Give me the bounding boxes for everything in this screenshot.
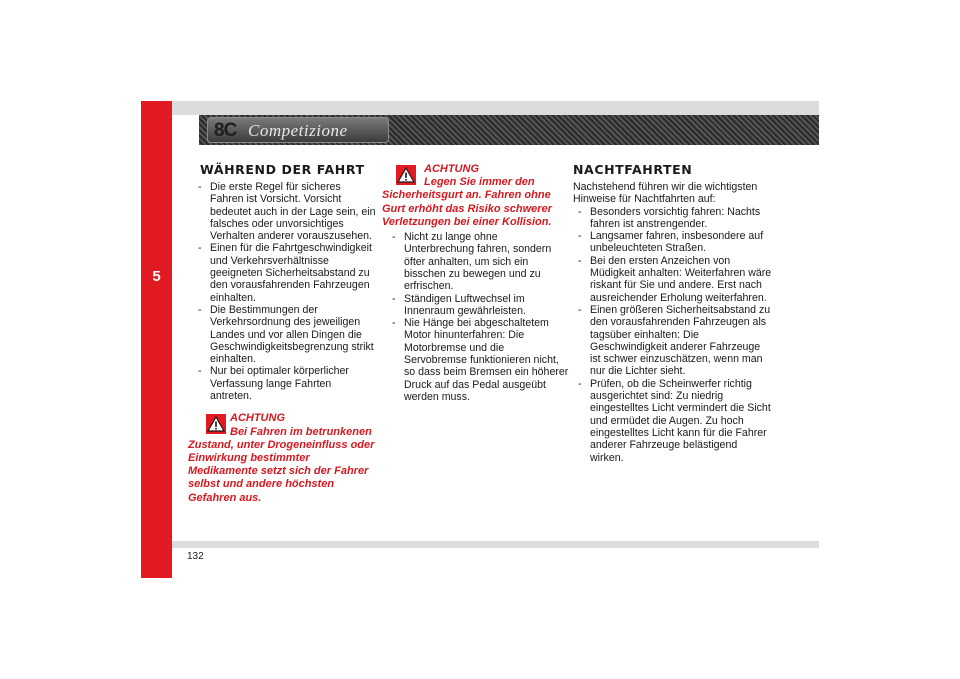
- header-banner: [199, 115, 819, 145]
- column-2: [382, 163, 570, 403]
- footer-bar: [172, 541, 819, 548]
- warning-triangle-icon: [396, 165, 416, 185]
- brand-logo: [207, 117, 389, 143]
- list-item: - Einen für die Fahrtgeschwindigkeit und Verkehrsverhältnisse geeigneten Sicherheitsabstand zu den vorausfahrenden Fahrzeugen einhalten.: [188, 242, 376, 303]
- warning-lead: Bei Fahren im betrunkenen: [230, 425, 372, 438]
- list-item: - Einen größeren Sicherheitsabstand zu den vorausfahrenden Fahrzeugen als tagsüber einhalten: Die Geschwindigkeit anderer Fahrzeuge ist schwer einzuschätzen, wenn man nur die Lichter sieht.: [573, 304, 773, 378]
- chapter-tab: [141, 101, 172, 578]
- intro-text: Nachstehend führen wir die wichtigsten Hinweise für Nachtfahrten auf:: [573, 181, 758, 206]
- page-number: 132: [187, 551, 204, 562]
- column-3: [573, 163, 773, 464]
- header-bar: [172, 101, 819, 115]
- warning-box: [188, 412, 376, 504]
- list-item: - Die Bestimmungen der Verkehrsordnung des jeweiligen Landes und vor allen Dingen die Geschwindigkeitsbegrenzung strikt einhalten.: [188, 304, 376, 365]
- warning-title: ACHTUNG: [424, 163, 479, 175]
- bullet-list: [188, 181, 376, 402]
- bullet-list: [573, 206, 773, 464]
- list-item: - Bei den ersten Anzeichen von Müdigkeit anhalten: Weiterfahren wäre riskant für Sie und andere. Erst nach ausreichender Erholung weiterfahren.: [573, 255, 773, 304]
- warning-text: Sicherheitsgurt an. Fahren ohne Gurt erhöht das Risiko schwerer Verletzungen bei einer Kollision.: [382, 189, 552, 228]
- list-item: - Langsamer fahren, insbesondere auf unbeleuchteten Straßen.: [573, 230, 773, 255]
- list-item: - Besonders vorsichtig fahren: Nachts fahren ist anstrengender.: [573, 206, 773, 231]
- warning-box: [382, 163, 570, 229]
- warning-triangle-icon: [206, 414, 226, 434]
- list-item: - Prüfen, ob die Scheinwerfer richtig ausgerichtet sind: Zu niedrig eingestelltes Licht vermindert die Sicht und ermüdet die Augen. Zu hoch eingestelltes Licht kann für die Fahrer anderer Fahrzeuge belästigend wirken.: [573, 378, 773, 464]
- logo-mark: 8C: [214, 120, 237, 141]
- list-item: - Nur bei optimaler körperlicher Verfassung lange Fahrten antreten.: [188, 365, 376, 402]
- warning-text: Zustand, unter Drogeneinfluss oder Einwirkung bestimmter Medikamente setzt sich der Fahrer selbst und andere höchsten Gefahren aus.: [188, 438, 375, 504]
- section-heading: NACHTFAHRTEN: [573, 162, 693, 177]
- chapter-number: 5: [152, 268, 161, 285]
- section-heading: WÄHREND DER FAHRT: [200, 162, 365, 177]
- warning-lead: Legen Sie immer den: [424, 176, 535, 189]
- bullet-list: [382, 231, 570, 403]
- logo-script: Competizione: [248, 121, 348, 140]
- list-item: - Ständigen Luftwechsel im Innenraum gewährleisten.: [382, 293, 570, 318]
- list-item: - Nie Hänge bei abgeschaltetem Motor hinunterfahren: Die Motorbremse und die Servobremse funktionieren nicht, so dass beim Bremsen ein höherer Druck auf das Pedal ausgeübt werden muss.: [382, 317, 570, 403]
- list-item: - Die erste Regel für sicheres Fahren ist Vorsicht. Vorsicht bedeutet auch in der Lage sein, ein falsches oder unvorsichtiges Verhalten anderer vorauszusehen.: [188, 181, 376, 242]
- column-1: [188, 163, 376, 505]
- list-item: - Nicht zu lange ohne Unterbrechung fahren, sondern öfter anhalten, um sich ein bisschen zu bewegen und zu erfrischen.: [382, 231, 570, 292]
- warning-title: ACHTUNG: [230, 412, 285, 425]
